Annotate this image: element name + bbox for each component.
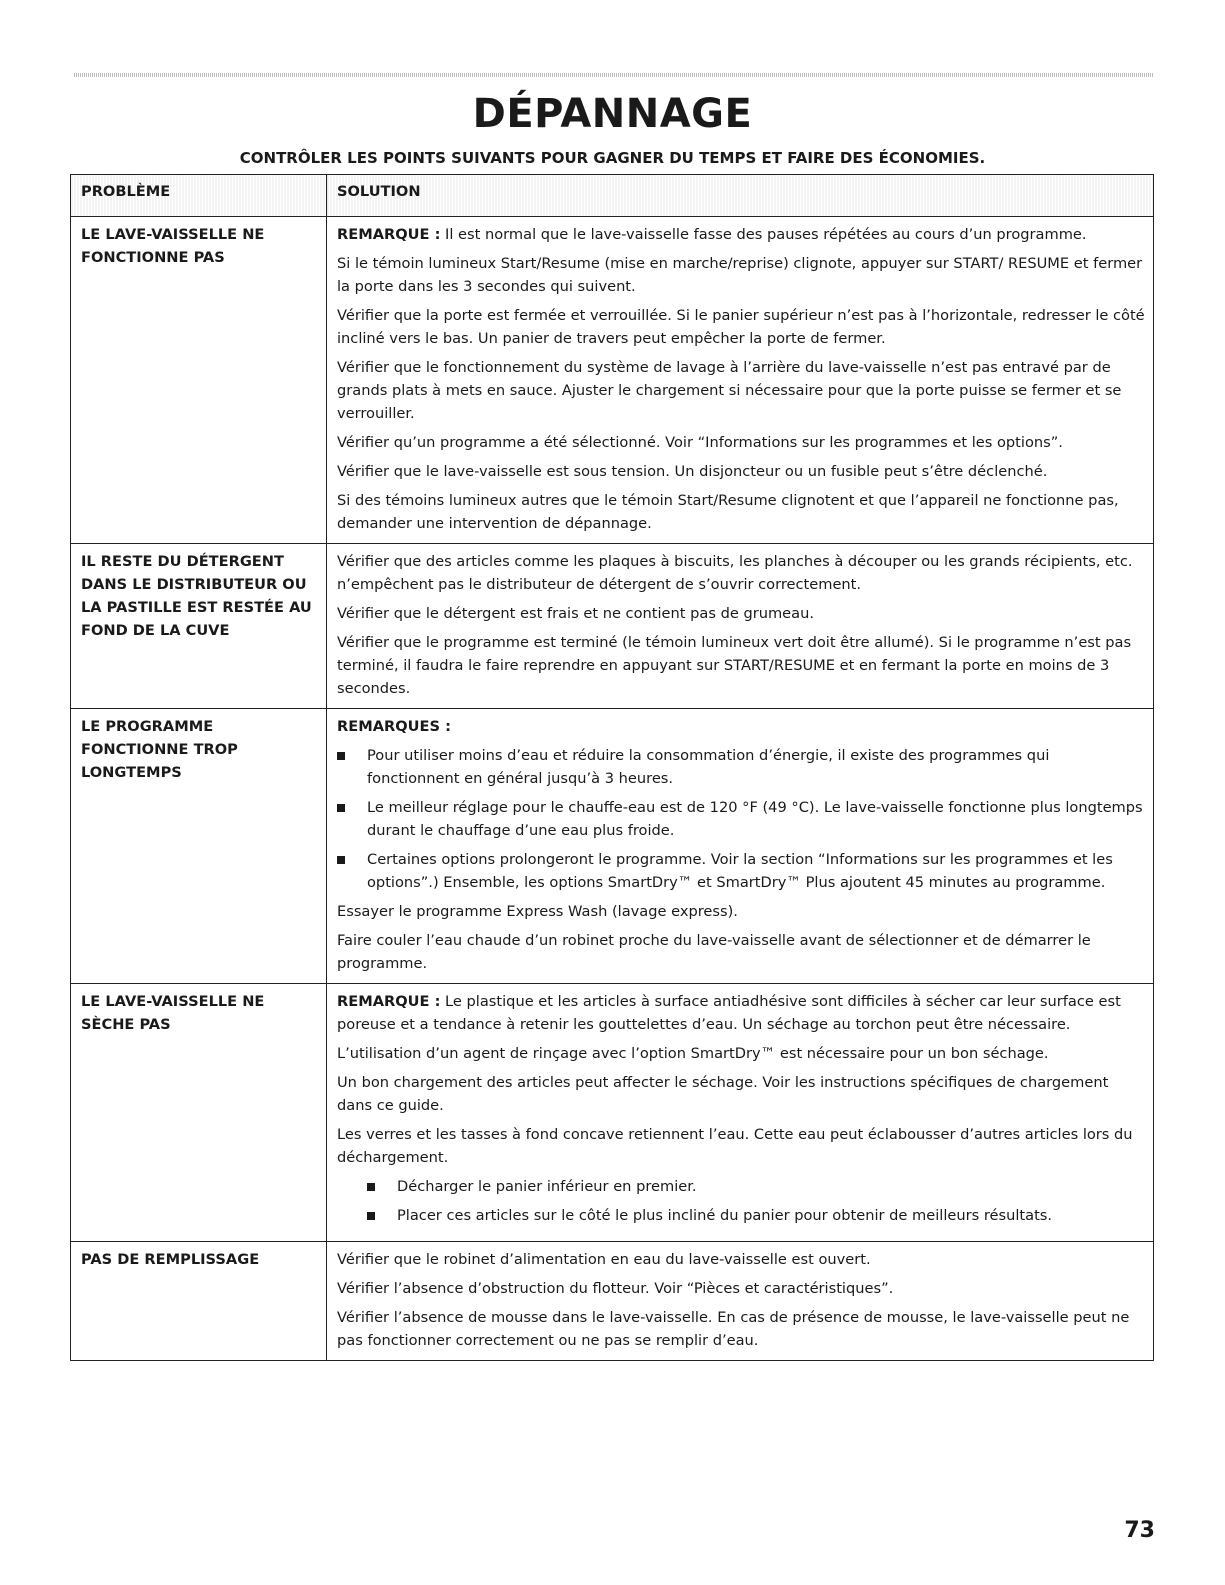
solution-paragraph: Vérifier que le robinet d’alimentation en eau du lave-vaisselle est ouvert. (337, 1251, 871, 1268)
remark-label: REMARQUE : (337, 993, 441, 1010)
table-row (71, 217, 1154, 544)
table-row (71, 984, 1154, 1242)
table-row (71, 544, 1154, 709)
remark (337, 223, 1145, 246)
solution-paragraph: Vérifier que le programme est terminé (le témoin lumineux vert doit être allumé). Si le programme n’est pas terminé, il faudra le faire reprendre en appuyant sur START/RESUME et en fermant la porte en moins de 3 secondes. (337, 634, 1132, 697)
table-header-row (71, 175, 1154, 217)
list-item: Décharger le panier inférieur en premier. (337, 1175, 1145, 1198)
problem-cell: PAS DE REMPLISSAGE (71, 1242, 327, 1361)
solution-paragraph: Vérifier que le détergent est frais et ne contient pas de grumeau. (337, 605, 814, 622)
solution-paragraph: Vérifier qu’un programme a été sélectionné. Voir “Informations sur les programmes et les options”. (337, 434, 1063, 451)
remarks-label: REMARQUES : (337, 718, 451, 735)
solution-paragraph: Faire couler l’eau chaude d’un robinet proche du lave-vaisselle avant de sélectionner et de démarrer le programme. (337, 932, 1091, 972)
solution-paragraph: Vérifier l’absence d’obstruction du flotteur. Voir “Pièces et caractéristiques”. (337, 1280, 894, 1297)
solution-cell (327, 984, 1154, 1242)
column-header-problem: PROBLÈME (71, 175, 327, 217)
list-item: Placer ces articles sur le côté le plus incliné du panier pour obtenir de meilleurs résultats. (337, 1204, 1145, 1227)
solution-paragraph: Si des témoins lumineux autres que le témoin Start/Resume clignotent et que l’appareil ne fonctionne pas, demander une intervention de dépannage. (337, 492, 1119, 532)
unloading-list (337, 1175, 1145, 1227)
solution-paragraph: Vérifier que le lave-vaisselle est sous tension. Un disjoncteur ou un fusible peut s’être déclenché. (337, 463, 1048, 480)
solution-cell (327, 544, 1154, 709)
solution-paragraph: Vérifier l’absence de mousse dans le lave-vaisselle. En cas de présence de mousse, le lave-vaisselle peut ne pas fonctionner correctement ou ne pas se remplir d’eau. (337, 1309, 1130, 1349)
remark-label: REMARQUE : (337, 226, 441, 243)
problem-cell: LE LAVE-VAISSELLE NE FONCTIONNE PAS (71, 217, 327, 544)
page-number: 73 (1124, 1518, 1155, 1543)
column-header-solution: SOLUTION (327, 175, 1154, 217)
solution-paragraph: L’utilisation d’un agent de rinçage avec l’option SmartDry™ est nécessaire pour un bon séchage. (337, 1045, 1049, 1062)
page-subtitle: CONTRÔLER LES POINTS SUIVANTS POUR GAGNER DU TEMPS ET FAIRE DES ÉCONOMIES. (239, 149, 986, 167)
table-row (71, 709, 1154, 984)
solution-paragraph: Vérifier que la porte est fermée et verrouillée. Si le panier supérieur n’est pas à l’horizontale, redresser le côté incliné vers le bas. Un panier de travers peut empêcher la porte de fermer. (337, 307, 1145, 347)
table-row (71, 1242, 1154, 1361)
problem-cell: LE LAVE-VAISSELLE NE SÈCHE PAS (71, 984, 327, 1242)
list-item: Pour utiliser moins d’eau et réduire la consommation d’énergie, il existe des programmes qui fonctionnent en général jusqu’à 3 heures. (337, 744, 1145, 790)
solution-paragraph: Vérifier que des articles comme les plaques à biscuits, les planches à découper ou les grands récipients, etc. n’empêchent pas le distributeur de détergent de s’ouvrir correctement. (337, 553, 1133, 593)
list-item: Certaines options prolongeront le programme. Voir la section “Informations sur les programmes et les options”.) Ensemble, les options SmartDry™ et SmartDry™ Plus ajoutent 45 minutes au programme. (337, 848, 1145, 894)
solution-paragraph: Vérifier que le fonctionnement du système de lavage à l’arrière du lave-vaisselle n’est pas entravé par de grands plats à mets en sauce. Ajuster le chargement si nécessaire pour que la porte puisse se fermer et se verrouiller. (337, 359, 1122, 422)
top-divider (74, 73, 1154, 77)
remarks-list (337, 744, 1145, 894)
solution-paragraph: Un bon chargement des articles peut affecter le séchage. Voir les instructions spécifiques de chargement dans ce guide. (337, 1074, 1109, 1114)
solution-cell (327, 217, 1154, 544)
solution-cell (327, 1242, 1154, 1361)
solution-paragraph: Les verres et les tasses à fond concave retiennent l’eau. Cette eau peut éclabousser d’autres articles lors du déchargement. (337, 1126, 1133, 1166)
page-title: DÉPANNAGE (472, 91, 753, 137)
troubleshooting-table (70, 174, 1154, 1361)
remark-text: Il est normal que le lave-vaisselle fasse des pauses répétées au cours d’un programme. (445, 226, 1087, 243)
remark (337, 990, 1145, 1036)
solution-cell (327, 709, 1154, 984)
remark-text: Le plastique et les articles à surface antiadhésive sont difficiles à sécher car leur surface est poreuse et a tendance à retenir les gouttelettes d’eau. Un séchage au torchon peut être nécessaire. (337, 993, 1121, 1033)
list-item: Le meilleur réglage pour le chauffe-eau est de 120 °F (49 °C). Le lave-vaisselle fonctionne plus longtemps durant le chauffage d’une eau plus froide. (337, 796, 1145, 842)
solution-paragraph: Essayer le programme Express Wash (lavage express). (337, 903, 738, 920)
problem-cell: LE PROGRAMME FONCTIONNE TROP LONGTEMPS (71, 709, 327, 984)
problem-cell: IL RESTE DU DÉTERGENT DANS LE DISTRIBUTEUR OU LA PASTILLE EST RESTÉE AU FOND DE LA CUVE (71, 544, 327, 709)
solution-paragraph: Si le témoin lumineux Start/Resume (mise en marche/reprise) clignote, appuyer sur START/ RESUME et fermer la porte dans les 3 secondes qui suivent. (337, 255, 1143, 295)
